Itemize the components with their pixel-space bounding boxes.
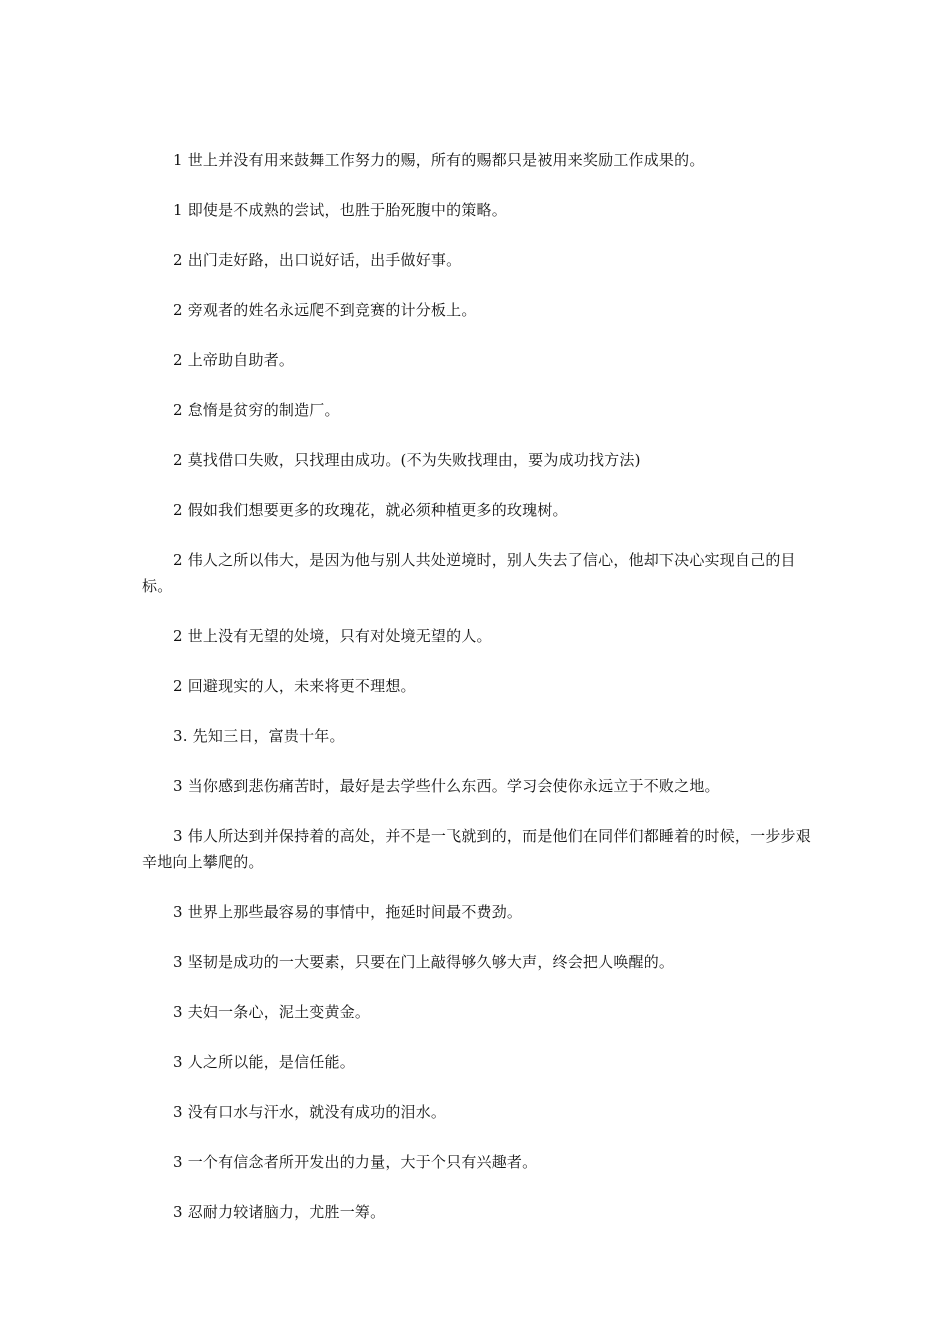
paragraph: 2 旁观者的姓名永远爬不到竞赛的计分板上。	[173, 301, 477, 319]
paragraph: 3 世界上那些最容易的事情中，拖延时间最不费劲。	[173, 903, 523, 921]
paragraph: 2 怠惰是贫穷的制造厂。	[173, 401, 340, 419]
paragraph: 1 即使是不成熟的尝试，也胜于胎死腹中的策略。	[173, 201, 507, 219]
paragraph: 1 世上并没有用来鼓舞工作努力的赐，所有的赐都只是被用来奖励工作成果的。	[173, 151, 705, 169]
paragraph: 2 出门走好路，出口说好话，出手做好事。	[173, 251, 462, 269]
paragraph: 3 夫妇一条心，泥土变黄金。	[173, 1003, 371, 1021]
paragraph: 3 一个有信念者所开发出的力量，大于个只有兴趣者。	[173, 1153, 538, 1171]
paragraph: 2 伟人之所以伟大，是因为他与别人共处逆境时，别人失去了信心，他却下决心实现自己的目标。	[142, 551, 796, 595]
paragraph: 3 没有口水与汗水，就没有成功的泪水。	[173, 1103, 447, 1121]
paragraph: 3 人之所以能，是信任能。	[173, 1053, 355, 1071]
paragraph: 3 伟人所达到并保持着的高处，并不是一飞就到的，而是他们在同伴们都睡着的时候，一步步艰辛地向上攀爬的。	[142, 827, 811, 871]
document-body	[142, 147, 814, 1249]
paragraph: 2 莫找借口失败，只找理由成功。(不为失败找理由，要为成功找方法)	[173, 451, 641, 469]
paragraph: 2 上帝助自助者。	[173, 351, 295, 369]
paragraph: 2 假如我们想要更多的玫瑰花，就必须种植更多的玫瑰树。	[173, 501, 568, 519]
paragraph: 2 回避现实的人，未来将更不理想。	[173, 677, 416, 695]
paragraph: 3 忍耐力较诸脑力，尤胜一筹。	[173, 1203, 386, 1221]
paragraph: 3 当你感到悲伤痛苦时，最好是去学些什么东西。学习会使你永远立于不败之地。	[173, 777, 720, 795]
paragraph: 3. 先知三日，富贵十年。	[173, 727, 345, 745]
paragraph: 2 世上没有无望的处境，只有对处境无望的人。	[173, 627, 492, 645]
paragraph: 3 坚韧是成功的一大要素，只要在门上敲得够久够大声，终会把人唤醒的。	[173, 953, 675, 971]
